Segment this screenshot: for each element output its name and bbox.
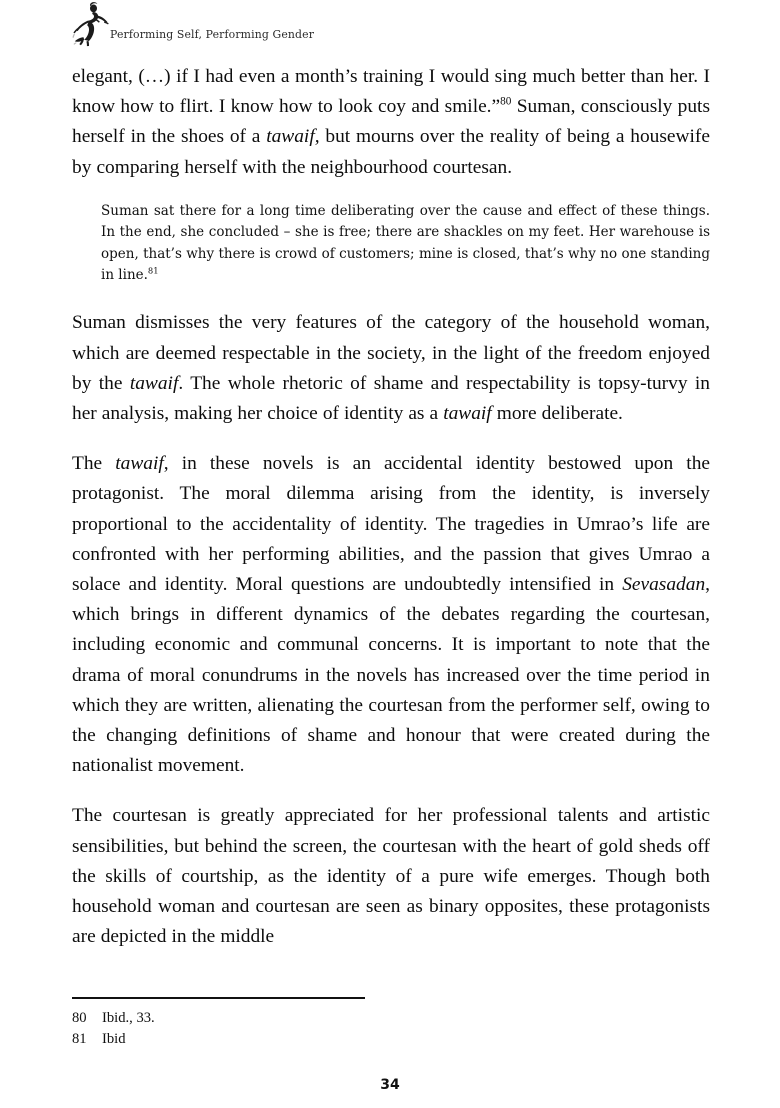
text-run: Suman, consciously puts herself in the shoes of a (72, 96, 710, 148)
footnote-item (72, 1029, 710, 1050)
footnote-number: 80 (72, 1010, 87, 1026)
footnote-area (72, 997, 710, 1049)
text-run: Suman dismisses the very features of the category of the household woman, which are deemed respectable in the society, in the light of the freedom enjoyed by the (72, 312, 710, 394)
footnote-marker-81[interactable]: 81 (147, 265, 159, 276)
italic-term-tawaif: tawaif (129, 372, 179, 394)
italic-term-tawaif: tawaif (115, 453, 164, 475)
italic-title-sevasadan: Sevasadan (622, 574, 706, 596)
running-header-title: Performing Self, Performing Gender (110, 28, 315, 41)
footnote-number: 81 (72, 1030, 87, 1047)
paragraph-suman-dismisses (72, 308, 710, 429)
page-number: 34 (380, 1077, 400, 1093)
text-run: , which brings in different dynamics of the debates regarding the courtesan, including economic and communal concerns. It is important to note that the drama of moral conundrums in the novels has increased over the time period in which they are written, alienating the courtesan from the performer self, owing to the changing definitions of shame and honour that were created during the nationalist movement. (72, 574, 710, 777)
footnote-text: Ibid., 33. (102, 1010, 155, 1026)
block-quotation (72, 201, 710, 287)
quotation-text: Suman sat there for a long time deliberating over the cause and effect of these things. In the end, she concluded – she is free; there are shackles on my feet. Her warehouse is open, that’s why there is crowd of customers; mine is closed, that’s why no one standing in line. (101, 202, 710, 284)
italic-term-tawaif: tawaif (443, 403, 492, 425)
footnote-separator-rule (72, 997, 365, 999)
text-run: elegant, (…) if I had even a month’s training I would sing much better than her. I know how to flirt. I know how to look coy and smile.” (72, 66, 710, 118)
paragraph-the-tawaif (72, 449, 710, 781)
footnote-marker-80[interactable]: 80 (500, 95, 512, 108)
body-text-column (72, 62, 710, 953)
text-run: , in these novels is an accidental identity bestowed upon the protagonist. The moral dilemma arising from the identity, is inversely proportional to the accidentality of identity. The tragedies in Umrao’s life are confronted with her performing abilities, and the passion that gives Umrao a solace and identity. Moral questions are undoubtedly intensified in (72, 453, 710, 596)
footnote-item (72, 1008, 710, 1029)
paragraph-elegant-continued (72, 62, 710, 183)
footnote-text: Ibid (102, 1030, 126, 1047)
italic-term-tawaif: tawaif, (266, 126, 320, 148)
text-run: . The whole rhetoric of shame and respectability is topsy-turvy in her analysis, making her choice of identity as a (72, 372, 710, 425)
dancer-figure-icon (68, 2, 110, 48)
text-run: The (72, 453, 116, 475)
paragraph-the-courtesan: The courtesan is greatly appreciated for her professional talents and artistic sensibilities, but behind the screen, the courtesan with the heart of gold sheds off the skills of courtship, as the identity of a pure wife emerges. Though both household woman and courtesan are seen as binary opposites, these protagonists are depicted in the middle (72, 805, 710, 948)
text-run: but mourns over the reality of being a housewife by comparing herself with the neighbourhood courtesan. (72, 126, 710, 178)
running-header (68, 2, 320, 48)
text-run: more deliberate. (491, 403, 623, 425)
